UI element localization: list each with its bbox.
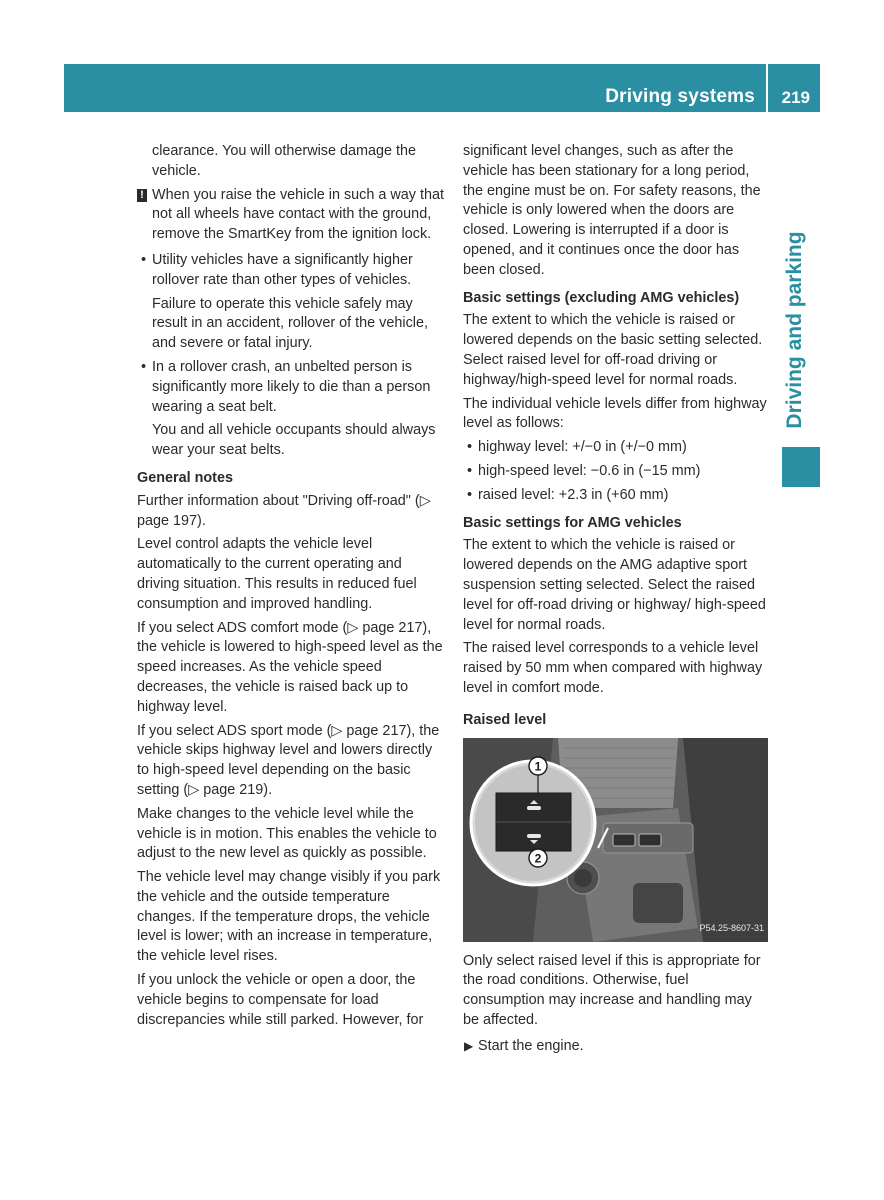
- continued-text: significant level changes, such as after the vehicle has been stationary for a long period, the engine must be on. For safety reasons, the vehicle is only lowered when the doors are closed. Lowering is interrupted if a door is opened, and it continues once the door has been closed.: [463, 143, 761, 278]
- paragraph: The vehicle level may change visibly if you park the vehicle and the outside temperature changes. If the temperature drops, the vehicle level is lower; with an increase in temperature, the vehicle level rises.: [137, 869, 441, 965]
- bullet-text: highway level: +/−0 in (+/−0 mm): [478, 439, 687, 456]
- left-column: [137, 142, 445, 1034]
- paragraph: The raised level corresponds to a vehicle level raised by 50 mm when compared with highway level in comfort mode.: [463, 640, 763, 696]
- callout-2: 2: [534, 851, 542, 866]
- side-tab-label: Driving and parking: [783, 231, 806, 429]
- header-divider: [766, 64, 768, 112]
- list-item: [137, 358, 445, 417]
- paragraph: If you unlock the vehicle or open a door, the vehicle begins to compensate for load discrepancies while still parked. However, for: [137, 972, 424, 1028]
- paragraph: Further information about "Driving off-road" (▷ page 197).: [137, 492, 431, 529]
- right-column: [463, 142, 769, 1057]
- list-item: [137, 251, 445, 291]
- figure-code: P54.25-8607-31: [699, 922, 764, 933]
- list-item: [463, 486, 769, 506]
- paragraph: The individual vehicle levels differ from highway level as follows:: [463, 395, 767, 432]
- section-heading: Basic settings (excluding AMG vehicles): [463, 289, 740, 306]
- bullet-continuation: Failure to operate this vehicle safely may result in an accident, rollover of the vehicle, and severe or fatal injury.: [152, 295, 428, 352]
- exclamation-icon: !: [137, 189, 147, 202]
- bullet-icon: •: [467, 439, 473, 456]
- bullet-continuation: You and all vehicle occupants should always wear your seat belts.: [152, 422, 436, 459]
- side-tab-marker: [782, 447, 820, 487]
- section-heading: General notes: [137, 469, 233, 486]
- bullet-text: Utility vehicles have a significantly higher rollover rate than other types of vehicles.: [152, 251, 413, 288]
- bullet-icon: •: [467, 486, 473, 503]
- triangle-right-icon: ▶: [464, 1038, 474, 1053]
- paragraph: The extent to which the vehicle is raised or lowered depends on the AMG adaptive sport suspension setting selected. Select the raised level for off-road driving or highway/ high-speed level for normal roads.: [463, 537, 766, 633]
- bullet-icon: •: [467, 462, 473, 479]
- console-illustration: [463, 738, 768, 942]
- callout-1: 1: [534, 759, 542, 774]
- warning-note: [137, 186, 445, 245]
- paragraph: If you select ADS sport mode (▷ page 217), the vehicle skips highway level and lowers directly to high-speed level depending on the basic setting (▷ page 219).: [137, 722, 440, 798]
- action-text: Start the engine.: [478, 1037, 584, 1054]
- bullet-icon: •: [141, 251, 147, 268]
- continued-text: clearance. You will otherwise damage the vehicle.: [152, 143, 416, 179]
- bullet-text: high-speed level: −0.6 in (−15 mm): [478, 462, 701, 479]
- header-bar: [64, 64, 820, 112]
- list-item: [463, 438, 769, 458]
- action-step: [463, 1037, 769, 1057]
- section-heading: Raised level: [463, 711, 547, 728]
- section-title: Driving systems: [605, 86, 755, 107]
- bullet-icon: •: [141, 358, 147, 375]
- paragraph: Only select raised level if this is appropriate for the road conditions. Otherwise, fuel consumption may increase and handling may be affected.: [463, 952, 761, 1028]
- center-console-figure: [463, 738, 768, 942]
- page-number: 219: [781, 88, 810, 107]
- bullet-text: In a rollover crash, an unbelted person is significantly more likely to die than a person wearing a seat belt.: [152, 358, 431, 415]
- paragraph: The extent to which the vehicle is raised or lowered depends on the basic setting selected. Select raised level for off-road driving or highway/high-speed level for normal roads.: [463, 312, 763, 388]
- list-item: [463, 462, 769, 482]
- paragraph: Make changes to the vehicle level while the vehicle is in motion. This enables the vehicle to adjust to the new level as quickly as possible.: [137, 805, 437, 862]
- section-heading: Basic settings for AMG vehicles: [463, 514, 682, 531]
- paragraph: If you select ADS comfort mode (▷ page 217), the vehicle is lowered to high-speed level as the speed increases. As the vehicle speed decreases, the vehicle is raised back up to highway level.: [137, 619, 443, 715]
- paragraph: Level control adapts the vehicle level automatically to the current operating and driving situation. This results in reduced fuel consumption and improved handling.: [137, 536, 417, 612]
- warning-text: When you raise the vehicle in such a way that not all wheels have contact with the ground, remove the SmartKey from the ignition lock.: [152, 186, 444, 243]
- bullet-text: raised level: +2.3 in (+60 mm): [478, 486, 669, 503]
